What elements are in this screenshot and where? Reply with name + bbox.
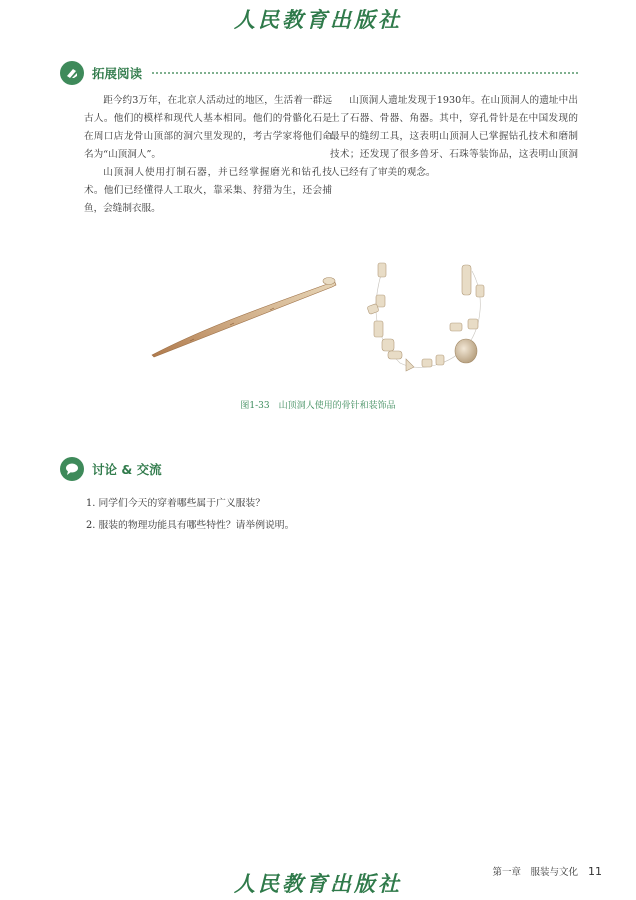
publisher-logo-bottom: 人民教育出版社 xyxy=(234,871,402,896)
reading-left-column xyxy=(84,92,332,218)
figure-caption: 图1-33 山顶洞人使用的骨针和装饰品 xyxy=(240,401,396,411)
shell-ornament xyxy=(455,339,477,363)
extended-reading-header xyxy=(60,60,578,86)
reading-paragraph: 距今约3万年，在北京人活动过的地区，生活着一群远古人。他们的模样和现代人基本相同。他们的骨骼化石是在周口店龙骨山顶部的洞穴里发现的，考古学家将他们命名为“山顶洞人”。 xyxy=(84,95,332,160)
section-divider xyxy=(152,72,578,74)
discussion-title: 讨论 & 交流 xyxy=(92,462,162,477)
discussion-question: 1. 同学们今天的穿着哪些属于广义服装？ xyxy=(86,498,266,509)
bone-needle-illustration xyxy=(152,278,336,358)
discussion-question-list xyxy=(86,493,294,537)
speech-bubble-icon xyxy=(60,457,84,481)
discussion-header xyxy=(60,456,578,482)
chapter-label: 第一章 服装与文化 xyxy=(492,867,578,878)
reading-right-column xyxy=(330,92,578,182)
page-number: 11 xyxy=(588,864,602,878)
bone-needle-and-ornaments-photo xyxy=(150,255,510,395)
reading-paragraph: 山顶洞人遗址发现于1930年。在山顶洞人的遗址中出土了石器、骨器、角器。其中，穿孔骨针是在中国发现的最早的缝纫工具，这表明山顶洞人已掌握钻孔技术和磨制技术；还发现了很多兽牙、石珠等装饰品，这表明山顶洞人已经有了审美的观念。 xyxy=(330,95,578,178)
discussion-question: 2. 服装的物理功能具有哪些特性？请举例说明。 xyxy=(86,520,295,531)
reading-paragraph: 山顶洞人使用打制石器，并已经掌握磨光和钻孔技术。他们已经懂得人工取火，靠采集、狩猎为生，还会捕鱼，会缝制衣服。 xyxy=(84,167,332,214)
extended-reading-title: 拓展阅读 xyxy=(92,66,143,81)
book-icon xyxy=(60,61,84,85)
publisher-logo-top: 人民教育出版社 xyxy=(234,7,402,32)
